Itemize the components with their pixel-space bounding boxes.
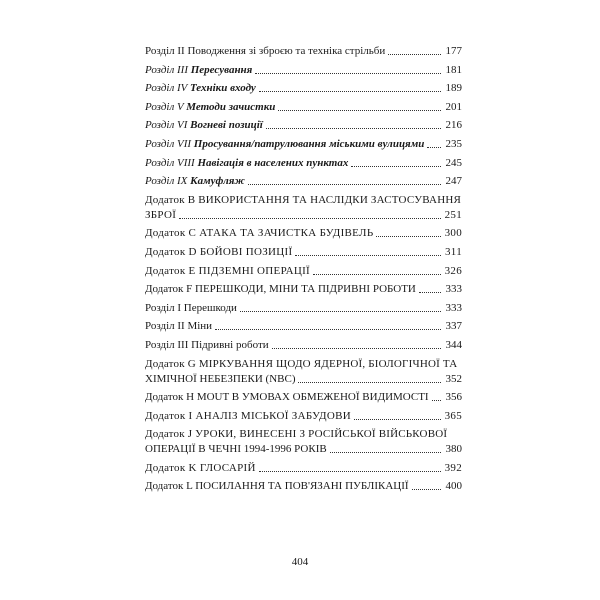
- toc-entry-title: Додаток F ПЕРЕШКОДИ, МІНИ ТА ПІДРИВНІ РОБОТИ: [145, 283, 416, 296]
- toc-entry-page: 380: [445, 443, 462, 456]
- toc-entry: [145, 226, 462, 241]
- toc-entry: [145, 63, 462, 78]
- toc-entry-title: Розділ III Підривні роботи: [145, 338, 269, 351]
- toc-entry-page: 326: [444, 264, 462, 277]
- toc-entry-page: 365: [444, 409, 462, 422]
- toc-entry-title: Додаток E ПІДЗЕМНІ ОПЕРАЦІЇ: [145, 264, 310, 277]
- toc-entry: [145, 245, 462, 260]
- toc-entry-page: 311: [445, 245, 462, 258]
- page-number: 404: [291, 556, 309, 568]
- toc-entry: [145, 100, 462, 115]
- toc-entry: [145, 357, 462, 387]
- dot-leader: [330, 451, 441, 453]
- toc-entry: [145, 264, 462, 279]
- toc-entry-page: 251: [444, 208, 462, 221]
- toc-entry-page: 181: [445, 63, 462, 76]
- toc-entry-title-line1: Додаток В ВИКОРИСТАННЯ ТА НАСЛІДКИ ЗАСТОСУВАННЯ: [145, 193, 462, 206]
- toc-entry-page: 201: [445, 100, 462, 113]
- toc-entry-title: Додаток L ПОСИЛАННЯ ТА ПОВ'ЯЗАНІ ПУБЛІКАЦІЇ: [145, 480, 409, 493]
- toc-entry-title: Додаток H MOUT В УМОВАХ ОБМЕЖЕНОЇ ВИДИМОСТІ: [145, 391, 429, 404]
- toc-entry: [145, 81, 462, 96]
- toc-entry-title-line2: ЗБРОЇ: [145, 208, 177, 221]
- toc-entry: [145, 319, 462, 334]
- toc-entry: [145, 193, 462, 223]
- dot-leader: [298, 381, 441, 383]
- dot-leader: [419, 291, 441, 293]
- toc-entry-page: 300: [444, 227, 462, 240]
- dot-leader: [255, 72, 441, 74]
- toc-entry: [145, 479, 462, 494]
- toc-entry-title: Розділ VI Вогневі позиції: [145, 119, 263, 132]
- dot-leader: [376, 235, 441, 237]
- dot-leader: [240, 310, 441, 312]
- dot-leader: [295, 254, 441, 256]
- toc-entry-page: 333: [445, 301, 462, 314]
- toc-entry: [145, 409, 462, 424]
- toc-entry-page: 245: [445, 156, 462, 169]
- toc-entry-page: 392: [444, 461, 462, 474]
- toc-entry: [145, 137, 462, 152]
- dot-leader: [259, 90, 441, 92]
- dot-leader: [272, 347, 441, 349]
- toc-entry-page: 189: [445, 82, 462, 95]
- toc-entry-title: Розділ II Міни: [145, 320, 213, 333]
- toc-entry-title: Розділ VII Просування/патрулювання міськими вулицями: [145, 137, 425, 150]
- toc-entry-page: 400: [445, 480, 462, 493]
- toc-entry: [145, 156, 462, 171]
- toc-entry-title-line2: ХІМІЧНОЇ НЕБЕЗПЕКИ (NBC): [145, 372, 296, 385]
- toc-entry: [145, 461, 462, 476]
- dot-leader: [179, 217, 441, 219]
- toc-entry-title: Розділ IV Техніки входу: [145, 82, 256, 95]
- toc-entry-title: Розділ I Перешкоди: [145, 301, 237, 314]
- toc-entry-page: 216: [445, 119, 462, 132]
- dot-leader: [388, 53, 441, 55]
- dot-leader: [427, 146, 441, 148]
- toc-entry-title: Розділ V Методи зачистки: [145, 100, 276, 113]
- toc-entry-page: 352: [445, 372, 462, 385]
- toc-entry: [145, 427, 462, 457]
- toc-entry-title: Розділ IX Камуфляж: [145, 175, 245, 188]
- dot-leader: [412, 488, 441, 490]
- dot-leader: [313, 273, 441, 275]
- toc-entry-page: 333: [445, 283, 462, 296]
- toc-entry: [145, 301, 462, 316]
- toc-entry: [145, 44, 462, 59]
- dot-leader: [278, 109, 441, 111]
- toc-entry: [145, 338, 462, 353]
- toc-entry-title: Розділ II Поводження зі зброєю та техніка стрільби: [145, 45, 386, 57]
- table-of-contents: [145, 44, 462, 498]
- dot-leader: [354, 418, 441, 420]
- dot-leader: [351, 165, 441, 167]
- toc-entry-title-line2: ОПЕРАЦІЇ В ЧЕЧНІ 1994-1996 РОКІВ: [145, 443, 327, 456]
- dot-leader: [248, 183, 441, 185]
- dot-leader: [215, 328, 441, 330]
- toc-entry-title: Розділ III Пересування: [145, 63, 253, 76]
- toc-entry-title: Додаток D БОЙОВІ ПОЗИЦІЇ: [145, 245, 293, 258]
- toc-entry-title-line1: Додаток J УРОКИ, ВИНЕСЕНІ З РОСІЙСЬКОЇ ВІЙСЬКОВОЇ: [145, 428, 448, 441]
- toc-entry: [145, 390, 462, 405]
- dot-leader: [266, 127, 441, 129]
- toc-entry-page: 177: [445, 45, 462, 57]
- dot-leader: [259, 470, 441, 472]
- toc-entry-title: Додаток С АТАКА ТА ЗАЧИСТКА БУДІВЕЛЬ: [145, 227, 374, 240]
- toc-entry-title: Додаток K ГЛОСАРІЙ: [145, 461, 256, 474]
- toc-entry-page: 344: [445, 338, 462, 351]
- toc-entry: [145, 282, 462, 297]
- toc-entry-page: 247: [445, 175, 462, 188]
- toc-entry-title: Розділ VIII Навігація в населених пунктах: [145, 156, 349, 169]
- toc-entry: [145, 118, 462, 133]
- toc-entry-page: 235: [445, 137, 462, 150]
- dot-leader: [432, 399, 441, 401]
- toc-entry: [145, 174, 462, 189]
- toc-entry-page: 356: [445, 391, 462, 404]
- toc-entry-title-line1: Додаток G МІРКУВАННЯ ЩОДО ЯДЕРНОЇ, БІОЛОГІЧНОЇ ТА: [145, 357, 458, 370]
- toc-entry-page: 337: [445, 320, 462, 333]
- toc-entry-title: Додаток I АНАЛІЗ МІСЬКОЇ ЗАБУДОВИ: [145, 409, 351, 422]
